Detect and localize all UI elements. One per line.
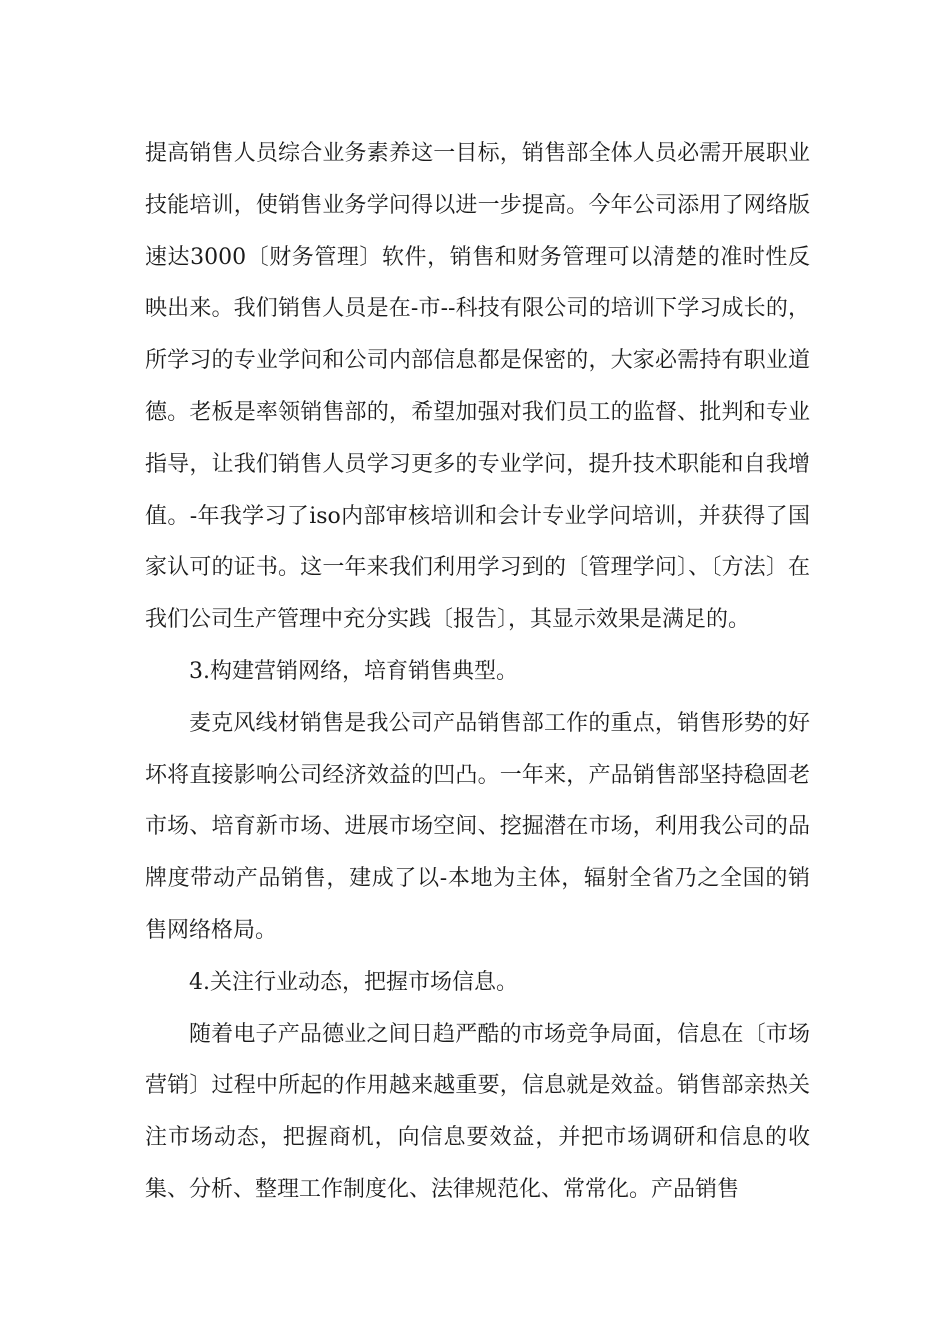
paragraph-training: 提高销售人员综合业务素养这一目标，销售部全体人员必需开展职业技能培训，使销售业务学问得以进一步提高。今年公司添用了网络版速达3000〔财务管理〕软件，销售和财务管理可以清楚的准时性反映出来。我们销售人员是在-市--科技有限公司的培训下学习成长的，所学习的专业学问和公司内部信息都是保密的，大家必需持有职业道德。老板是率领销售部的，希望加强对我们员工的监督、批判和专业指导，让我们销售人员学习更多的专业学问，提升技术职能和自我增值。-年我学习了iso内部审核培训和会计专业学问培训，并获得了国家认可的证书。这一年来我们利用学习到的〔管理学问〕、〔方法〕在我们公司生产管理中充分实践〔报告〕，其显示效果是满足的。 <box>145 141 810 633</box>
document-body <box>145 128 810 1216</box>
heading-marketing-network: 3.构建营销网络，培育销售典型。 <box>189 658 518 684</box>
heading-industry-dynamics: 4.关注行业动态，把握市场信息。 <box>189 969 518 995</box>
paragraph-industry-dynamics: 随着电子产品德业之间日趋严酷的市场竞争局面，信息在〔市场营销〕过程中所起的作用越来越重要，信息就是效益。销售部亲热关注市场动态，把握商机，向信息要效益，并把市场调研和信息的收集、分析、整理工作制度化、法律规范化、常常化。产品销售 <box>145 1021 810 1202</box>
paragraph-marketing-network: 麦克风线材销售是我公司产品销售部工作的重点，销售形势的好坏将直接影响公司经济效益的凹凸。一年来，产品销售部坚持稳固老市场、培育新市场、进展市场空间、挖掘潜在市场，利用我公司的品牌度带动产品销售，建成了以-本地为主体，辐射全省乃之全国的销售网络格局。 <box>145 710 810 943</box>
